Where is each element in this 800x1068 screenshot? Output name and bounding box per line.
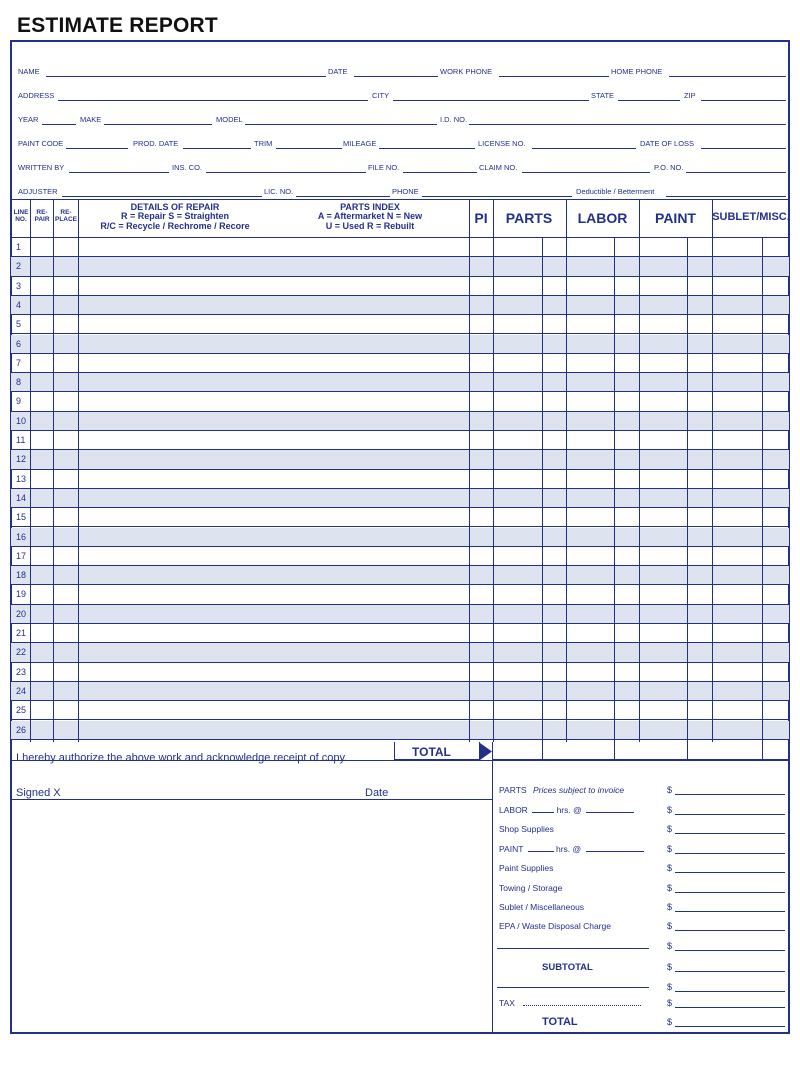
details-of-repair-header: [80, 203, 270, 231]
table-row[interactable]: [11, 277, 789, 296]
prod-date-label: PROD. DATE: [133, 139, 179, 148]
amount-field[interactable]: [675, 794, 785, 795]
repair-header-l1: RE-: [36, 209, 48, 216]
lic-no-label: LIC. NO.: [264, 187, 294, 196]
line-number: 19: [16, 589, 27, 600]
line-number: 7: [16, 357, 22, 368]
totals-labor-label: [499, 805, 634, 815]
table-row[interactable]: [11, 335, 789, 354]
trim-field[interactable]: [276, 148, 342, 149]
work-phone-label: WORK PHONE: [440, 67, 493, 76]
date-of-loss-field[interactable]: [701, 148, 786, 149]
shop-supplies-label: Shop Supplies: [499, 824, 554, 834]
written-by-field[interactable]: [69, 172, 169, 173]
make-label: MAKE: [80, 115, 102, 124]
line-number: 10: [16, 415, 27, 426]
model-label: MODEL: [216, 115, 243, 124]
line-number: 26: [16, 724, 27, 735]
details-title: DETAILS OF REPAIR: [130, 202, 220, 212]
work-phone-field[interactable]: [499, 76, 609, 77]
license-no-field[interactable]: [532, 148, 636, 149]
column-rule: [78, 199, 79, 742]
line-number: 4: [16, 299, 22, 310]
totals-parts-text: PARTS: [499, 785, 527, 795]
line-number: 6: [16, 338, 22, 349]
header-row-1: [16, 67, 786, 79]
dollar-sign: $: [667, 982, 673, 992]
amount-field[interactable]: [675, 872, 785, 873]
totals-labor-text: LABOR: [499, 805, 528, 815]
date-label: DATE: [328, 67, 348, 76]
signed-label: Signed X: [16, 787, 61, 799]
dollar-sign: $: [667, 962, 673, 972]
paint-supplies-label: Paint Supplies: [499, 863, 554, 873]
paint-code-label: PAINT CODE: [18, 139, 64, 148]
ins-co-field[interactable]: [206, 172, 366, 173]
footer-divider: [492, 742, 493, 1034]
subtotal-rule: [497, 987, 649, 988]
table-row[interactable]: [11, 470, 789, 489]
table-row[interactable]: [11, 412, 789, 431]
line-no-header-l2: NO.: [15, 215, 27, 223]
dollar-sign: $: [667, 863, 673, 873]
totals-parts-note: Prices subject to invoice: [532, 785, 625, 795]
line-number: 18: [16, 570, 27, 581]
line-number: 17: [16, 550, 27, 561]
dollar-sign: $: [667, 785, 673, 795]
name-field[interactable]: [46, 76, 326, 77]
line-number: 13: [16, 473, 27, 484]
column-rule: [30, 199, 31, 742]
replace-header-l2: PLACE: [54, 215, 78, 223]
labor-hrs-text: hrs. @: [556, 805, 582, 815]
dollar-sign: $: [667, 902, 673, 912]
name-label: NAME: [18, 67, 40, 76]
dollar-sign: $: [667, 941, 673, 951]
amount-field[interactable]: [675, 833, 785, 834]
parts-header: PARTS: [505, 210, 553, 226]
column-rule: [712, 199, 713, 742]
pi-header: PI: [474, 210, 488, 226]
dollar-sign: $: [667, 1017, 673, 1027]
table-row[interactable]: [11, 392, 789, 411]
repair-header-l2: PAIR: [34, 215, 50, 223]
amount-field[interactable]: [675, 853, 785, 854]
replace-header: [54, 210, 78, 224]
subtotal-label: SUBTOTAL: [542, 962, 593, 973]
line-number: 12: [16, 454, 27, 465]
phone-label: PHONE: [392, 187, 419, 196]
date-of-loss-label: DATE OF LOSS: [640, 139, 695, 148]
ins-co-label: INS. CO.: [172, 163, 203, 172]
table-row[interactable]: [11, 585, 789, 604]
paint-hours-field[interactable]: [528, 851, 554, 852]
grand-total-label: TOTAL: [542, 1016, 578, 1028]
parts-index-line2: U = Used R = Rebuilt: [325, 220, 415, 231]
city-field[interactable]: [393, 100, 589, 101]
table-row[interactable]: [11, 508, 789, 527]
table-row[interactable]: [11, 721, 789, 740]
total-entry-cells[interactable]: [493, 742, 789, 760]
tax-rate-field[interactable]: [523, 1005, 641, 1006]
header-row-3: [16, 115, 786, 127]
line-number: 1: [16, 242, 22, 252]
labor-header: LABOR: [577, 210, 628, 226]
details-line2: R/C = Recycle / Rechrome / Recore: [100, 220, 250, 231]
totals-parts-label: [499, 785, 624, 795]
state-field[interactable]: [618, 100, 680, 101]
paint-hrs-text: hrs. @: [556, 844, 582, 854]
authorize-text: I hereby authorize the above work and acknowledge receipt of copy.: [16, 752, 348, 764]
line-number: 24: [16, 685, 27, 696]
make-field[interactable]: [104, 124, 212, 125]
po-no-field[interactable]: [686, 172, 786, 173]
home-phone-field[interactable]: [669, 76, 786, 77]
table-row[interactable]: [11, 643, 789, 662]
paint-code-field[interactable]: [66, 148, 128, 149]
table-row[interactable]: [11, 682, 789, 701]
table-row[interactable]: [11, 354, 789, 373]
city-label: CITY: [372, 91, 390, 100]
table-row[interactable]: [11, 315, 789, 334]
date-field[interactable]: [354, 76, 438, 77]
towing-label: Towing / Storage: [499, 883, 563, 893]
dollar-sign: $: [667, 805, 673, 815]
header-row-2: [16, 91, 786, 103]
amount-field[interactable]: [675, 991, 785, 992]
amount-field[interactable]: [675, 950, 785, 951]
dollar-sign: $: [667, 883, 673, 893]
home-phone-label: HOME PHONE: [611, 67, 663, 76]
signature-line[interactable]: [10, 799, 492, 800]
paint-header: PAINT: [655, 210, 696, 226]
adjuster-label: ADJUSTER: [18, 187, 58, 196]
blank-line-item[interactable]: [497, 948, 649, 949]
column-rule: [53, 199, 54, 742]
table-row[interactable]: [11, 431, 789, 450]
line-number: 22: [16, 647, 27, 658]
lic-no-field[interactable]: [296, 196, 390, 197]
labor-hours-field[interactable]: [532, 812, 554, 813]
line-number: 5: [16, 319, 22, 330]
id-no-label: I.D. NO.: [440, 115, 468, 124]
table-row[interactable]: [11, 547, 789, 566]
id-no-field[interactable]: [469, 124, 786, 125]
header-row-6: [16, 187, 786, 199]
epa-label: EPA / Waste Disposal Charge: [499, 921, 611, 931]
page-title: ESTIMATE REPORT: [17, 14, 218, 37]
sublet-misc-header: SUBLET/MISC.: [712, 211, 790, 223]
line-no-header-l1: LINE: [13, 209, 29, 216]
table-row[interactable]: [11, 489, 789, 508]
deductible-label: Deductible / Betterment: [576, 187, 655, 196]
totals-paint-label: [499, 844, 644, 854]
table-row[interactable]: [11, 701, 789, 720]
line-number: 25: [16, 705, 27, 716]
parts-index-header: [275, 203, 465, 231]
table-row[interactable]: [11, 373, 789, 392]
table-top-rule: [10, 199, 790, 200]
license-no-label: LICENSE NO.: [478, 139, 526, 148]
zip-label: ZIP: [684, 91, 696, 100]
amount-field[interactable]: [675, 1007, 785, 1008]
year-label: YEAR: [18, 115, 39, 124]
zip-field[interactable]: [701, 100, 786, 101]
table-row[interactable]: [11, 663, 789, 682]
column-rule: [639, 199, 640, 742]
dollar-sign: $: [667, 844, 673, 854]
dollar-sign: $: [667, 998, 673, 1008]
model-field[interactable]: [245, 124, 437, 125]
line-number: 3: [16, 280, 22, 291]
line-number: 2: [16, 261, 22, 272]
po-no-label: P.O. NO.: [654, 163, 684, 172]
table-row[interactable]: [11, 566, 789, 585]
table-row[interactable]: [11, 238, 789, 257]
cents-column-rule: [762, 237, 763, 760]
sublet-label: Sublet / Miscellaneous: [499, 902, 585, 912]
adjuster-field[interactable]: [62, 196, 262, 197]
line-number: 15: [16, 512, 27, 523]
labor-rate-field[interactable]: [586, 812, 634, 813]
table-row[interactable]: [11, 605, 789, 624]
line-number: 8: [16, 377, 22, 388]
line-number: 16: [16, 531, 27, 542]
line-no-header: [12, 210, 30, 224]
tax-label: [499, 998, 641, 1008]
prod-date-field[interactable]: [183, 148, 251, 149]
table-row[interactable]: [11, 528, 789, 547]
amount-field[interactable]: [675, 911, 785, 912]
amount-field[interactable]: [675, 971, 785, 972]
line-number: 14: [16, 492, 27, 503]
header-row-5: [16, 163, 786, 175]
trim-label: TRIM: [254, 139, 273, 148]
state-label: STATE: [591, 91, 615, 100]
cents-column-rule: [542, 237, 543, 760]
paint-rate-field[interactable]: [586, 851, 644, 852]
parts-index-title: PARTS INDEX: [340, 202, 400, 212]
address-field[interactable]: [58, 100, 368, 101]
mileage-label: MILEAGE: [343, 139, 377, 148]
column-rule: [469, 199, 470, 742]
claim-no-label: CLAIM NO.: [479, 163, 518, 172]
amount-field[interactable]: [675, 814, 785, 815]
tax-text: TAX: [499, 998, 515, 1008]
details-line1: R = Repair S = Straighten: [120, 211, 230, 222]
line-number: 23: [16, 666, 27, 677]
year-field[interactable]: [42, 124, 76, 125]
cents-column-rule: [687, 237, 688, 760]
totals-paint-text: PAINT: [499, 844, 524, 854]
mileage-field[interactable]: [379, 148, 475, 149]
table-row[interactable]: [11, 296, 789, 315]
amount-field[interactable]: [675, 892, 785, 893]
column-rule: [493, 199, 494, 742]
line-number: 9: [16, 396, 22, 407]
deductible-field[interactable]: [666, 196, 786, 197]
claim-no-field[interactable]: [522, 172, 650, 173]
cents-column-rule: [614, 237, 615, 760]
table-row[interactable]: [11, 450, 789, 469]
table-row[interactable]: [11, 257, 789, 276]
phone-field[interactable]: [422, 196, 572, 197]
repair-header: [31, 210, 53, 224]
line-number: 21: [16, 628, 27, 638]
header-row-4: [16, 139, 786, 151]
column-rule: [566, 199, 567, 742]
date-label-footer: Date: [365, 787, 389, 799]
file-no-label: FILE NO.: [368, 163, 400, 172]
line-number: 11: [16, 435, 26, 445]
written-by-label: WRITTEN BY: [18, 163, 65, 172]
file-no-field[interactable]: [403, 172, 477, 173]
amount-field[interactable]: [675, 930, 785, 931]
parts-index-line1: A = Aftermarket N = New: [317, 211, 423, 222]
total-label: TOTAL: [412, 745, 451, 759]
table-row[interactable]: [11, 624, 789, 643]
line-number: 20: [16, 608, 27, 619]
replace-header-l1: RE-: [60, 209, 72, 216]
dollar-sign: $: [667, 824, 673, 834]
dollar-sign: $: [667, 921, 673, 931]
address-label: ADDRESS: [18, 91, 55, 100]
amount-field[interactable]: [675, 1026, 785, 1027]
